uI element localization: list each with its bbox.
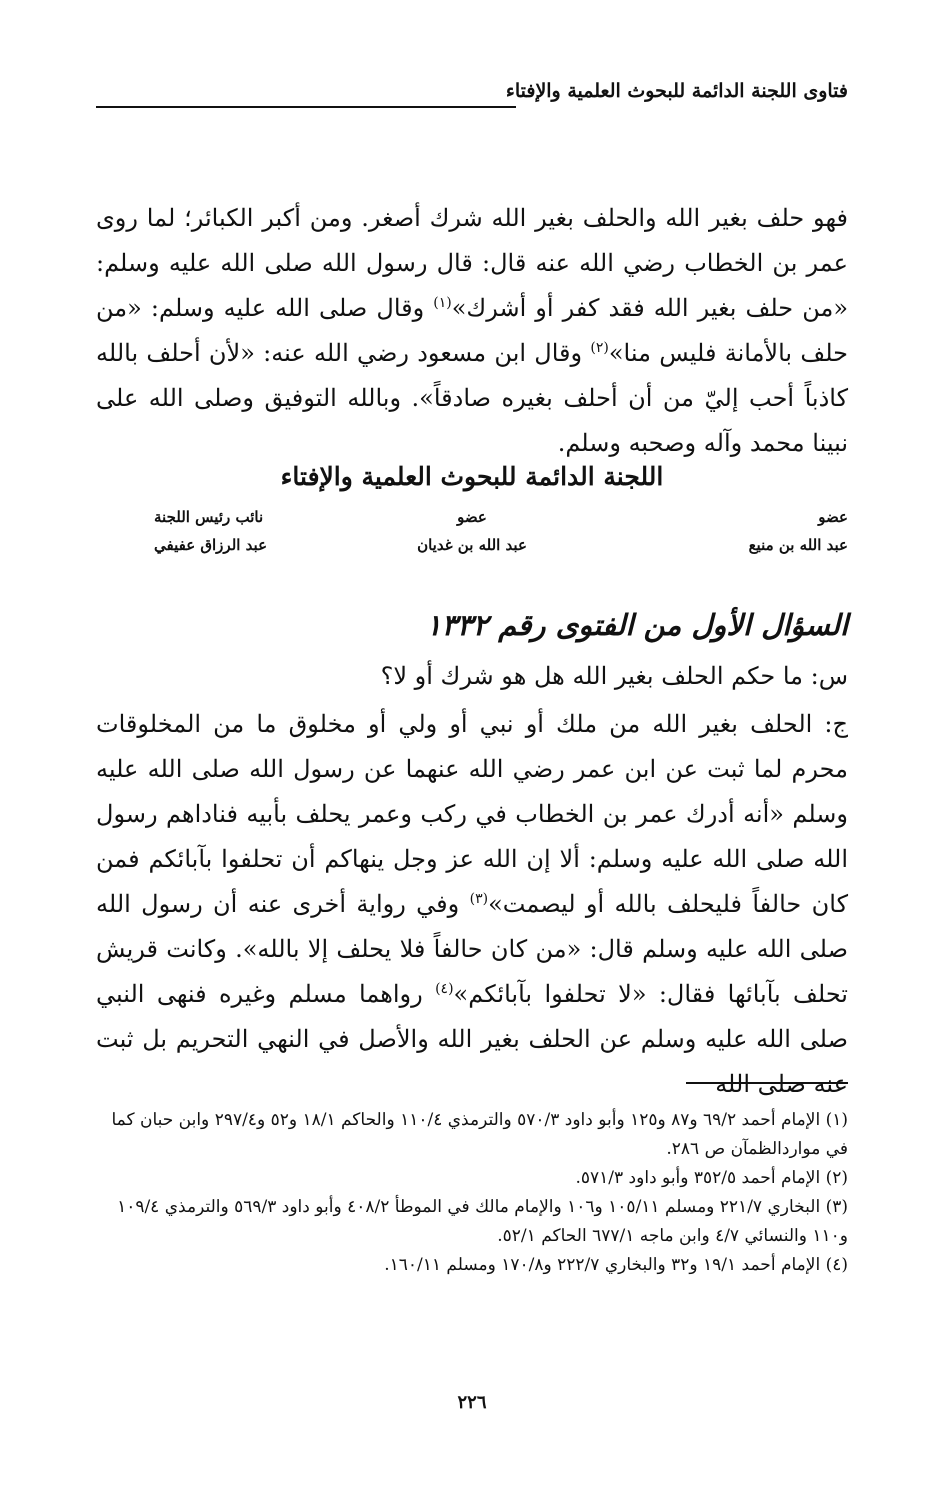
page-number: ٢٢٦ [457, 1392, 487, 1413]
footnote-ref-4[interactable]: (٤) [435, 981, 454, 997]
footnote-ref-1[interactable]: (١) [433, 295, 452, 311]
question: س: ما حكم الحلف بغير الله هل هو شرك أو لا؟ [380, 662, 848, 690]
member-name: عبد الله بن منيع [748, 536, 848, 554]
running-header: فتاوى اللجنة الدائمة للبحوث العلمية والإفتاء [505, 80, 848, 102]
footnote-1: (١) الإمام أحمد ٦٩/٢ و٨٧ و١٢٥ وأبو داود ٥٧٠/٣ والترمذي ١١٠/٤ والحاكم ١٨/١ و٥٢ و٢٩٧/٤ وابن حبان كما في مواردالظمآن ص ٢٨٦. [111, 1110, 848, 1159]
answer-text-2: وفي رواية أخرى عنه أن رسول الله صلى الله عليه وسلم قال: «من كان حالفاً فلا يحلف إلا بالله». وكانت قريش تحلف بآبائها فقال: «لا تحلفوا بآبائكم» [96, 890, 848, 1008]
header-rule [96, 106, 516, 108]
paragraph-1-text-2: وقال صلى الله عليه وسلم: «من حلف بالأمانة فليس منا» [96, 294, 848, 367]
paragraph-1 [96, 196, 848, 466]
footnote-ref-3[interactable]: (٣) [469, 891, 489, 907]
footnotes [96, 1106, 848, 1280]
answer-paragraph [96, 702, 848, 1107]
footnote-4: (٤) الإمام أحمد ١٩/١ و٣٢ والبخاري ٢٢٢/٧ و١٧٠/٨ ومسلم ١٦٠/١١. [384, 1255, 848, 1275]
answer-text-3: رواهما مسلم وغيره فنهى النبي صلى الله عليه وسلم عن الحلف بغير الله والأصل في النهي التحريم بل ثبت عنه صلى الله [96, 980, 848, 1098]
member-role: عضو [818, 508, 848, 526]
paragraph-1-text: فهو حلف بغير الله والحلف بغير الله شرك أصغر. ومن أكبر الكبائر؛ لما روى عمر بن الخطاب رضي الله عنه قال: قال رسول الله صلى الله عليه وسلم: «من حلف بغير الله فقد كفر أو أشرك» [96, 204, 849, 322]
answer-text: ج: الحلف بغير الله من ملك أو نبي أو ولي أو مخلوق ما من المخلوقات محرم لما ثبت عن ابن عمر رضي الله عنهما عن رسول الله صلى الله عليه وسلم «أنه أدرك عمر بن الخطاب في ركب وعمر يحلف بأبيه فناداهم رسول الله صلى الله عليه وسلم: ألا إن الله عز وجل ينهاكم أن تحلفوا بآبائكم فمن كان حالفاً فليحلف بالله أو ليصمت» [96, 710, 848, 918]
member-name: عبد الله بن غديان [417, 536, 527, 554]
footnote-rule [686, 1082, 848, 1084]
signatures [96, 508, 848, 554]
footnote-2: (٢) الإمام أحمد ٣٥٢/٥ وأبو داود ٥٧١/٣. [575, 1168, 848, 1188]
member-name: عبد الرزاق عفيفي [154, 536, 268, 554]
committee-name: اللجنة الدائمة للبحوث العلمية والإفتاء [280, 462, 664, 491]
footnote-3: (٣) البخاري ٢٢١/٧ ومسلم ١٠٥/١١ و١٠٦ والإمام مالك في الموطأ ٤٠٨/٢ وأبو داود ٥٦٩/٣ والترمذي ١٠٩/٤ و١١٠ والنسائي ٤/٧ وابن ماجه ٦٧٧/١ الحاكم ٥٢/١. [117, 1197, 848, 1246]
footnote-ref-2[interactable]: (٢) [590, 340, 609, 356]
member-role: عضو [457, 508, 487, 526]
fatwa-title: السؤال الأول من الفتوى رقم ١٣٣٢ [425, 608, 848, 642]
member-role: نائب رئيس اللجنة [154, 508, 264, 526]
paragraph-1-text-3: وقال ابن مسعود رضي الله عنه: «لأن أحلف بالله كاذباً أحب إليّ من أن أحلف بغيره صادقاً». وبالله التوفيق وصلى الله على نبينا محمد وآله وصحبه وسلم. [96, 339, 848, 457]
